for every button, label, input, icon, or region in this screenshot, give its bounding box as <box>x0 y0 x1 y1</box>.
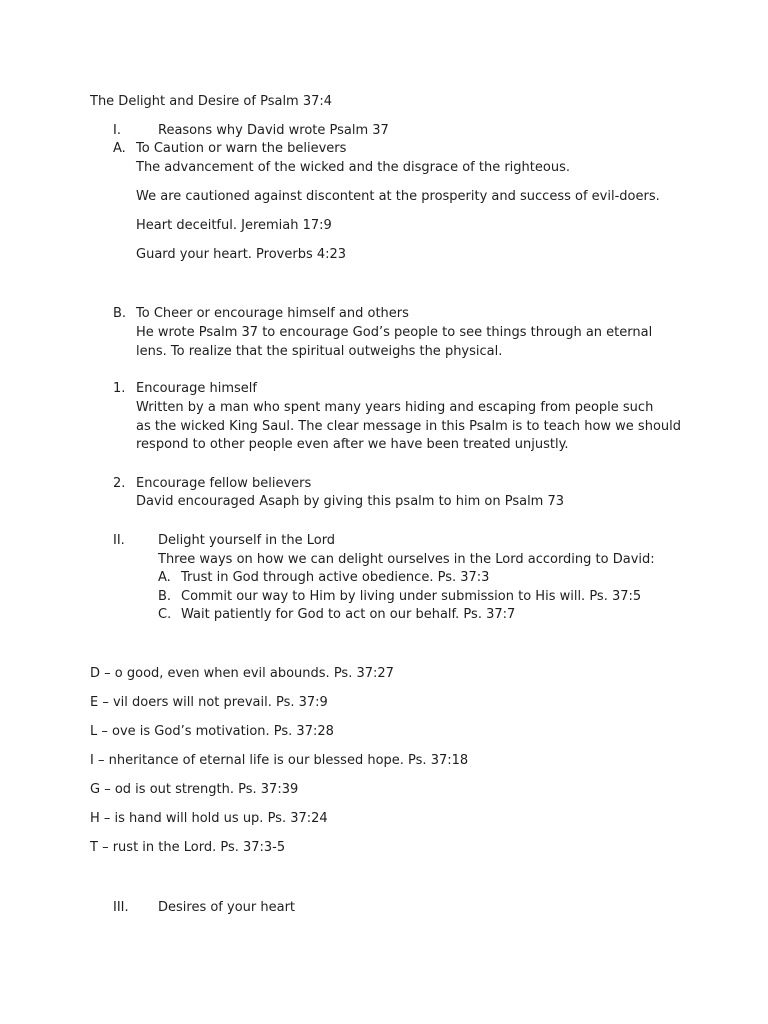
section-2-heading: Delight yourself in the Lord <box>158 533 336 548</box>
point-1-heading: Encourage himself <box>136 381 257 396</box>
acrostic-line: D – o good, even when evil abounds. Ps. 37:27 <box>90 666 394 681</box>
point-1-line: as the wicked King Saul. The clear message in this Psalm is to teach how we should <box>136 419 682 434</box>
section-2-item-marker: B. <box>158 589 172 604</box>
section-2-intro: Three ways on how we can delight ourselves in the Lord according to David: <box>158 552 655 567</box>
acrostic-line: E – vil doers will not prevail. Ps. 37:9 <box>90 695 328 710</box>
subsection-a-heading: To Caution or warn the believers <box>136 141 347 156</box>
section-2-item-marker: C. <box>158 607 172 622</box>
section-2-item-text: Trust in God through active obedience. Ps. 37:3 <box>181 570 490 585</box>
section-2-item-text: Commit our way to Him by living under submission to His will. Ps. 37:5 <box>181 589 642 604</box>
subsection-a-line: Heart deceitful. Jeremiah 17:9 <box>136 218 332 233</box>
subsection-b-line: He wrote Psalm 37 to encourage God’s people to see things through an eternal <box>136 325 653 340</box>
subsection-a-line: Guard your heart. Proverbs 4:23 <box>136 247 347 262</box>
acrostic-line: G – od is out strength. Ps. 37:39 <box>90 782 299 797</box>
point-2-line: David encouraged Asaph by giving this psalm to him on Psalm 73 <box>136 494 565 509</box>
acrostic-line: I – nheritance of eternal life is our blessed hope. Ps. 37:18 <box>90 753 469 768</box>
section-2-item-marker: A. <box>158 570 171 585</box>
subsection-a-marker: A. <box>113 141 126 156</box>
section-3-numeral: III. <box>113 900 129 915</box>
subsection-b-line: lens. To realize that the spiritual outweighs the physical. <box>136 344 503 359</box>
acrostic-line: T – rust in the Lord. Ps. 37:3-5 <box>90 840 286 855</box>
acrostic-line: H – is hand will hold us up. Ps. 37:24 <box>90 811 328 826</box>
subsection-b-marker: B. <box>113 306 127 321</box>
section-2-item-text: Wait patiently for God to act on our behalf. Ps. 37:7 <box>181 607 516 622</box>
point-2-heading: Encourage fellow believers <box>136 476 312 491</box>
acrostic-line: L – ove is God’s motivation. Ps. 37:28 <box>90 724 334 739</box>
section-2-numeral: II. <box>113 533 125 548</box>
document-title: The Delight and Desire of Psalm 37:4 <box>90 94 333 109</box>
subsection-a-line: We are cautioned against discontent at the prosperity and success of evil-doers. <box>136 189 660 204</box>
point-1-line: respond to other people even after we have been treated unjustly. <box>136 437 569 452</box>
section-3-heading: Desires of your heart <box>158 900 296 915</box>
point-2-marker: 2. <box>113 476 126 491</box>
point-1-line: Written by a man who spent many years hiding and escaping from people such <box>136 400 654 415</box>
subsection-a-line: The advancement of the wicked and the disgrace of the righteous. <box>136 160 570 175</box>
subsection-b-heading: To Cheer or encourage himself and others <box>136 306 409 321</box>
section-1-numeral: I. <box>113 123 121 138</box>
point-1-marker: 1. <box>113 381 126 396</box>
section-1-heading: Reasons why David wrote Psalm 37 <box>158 123 389 138</box>
